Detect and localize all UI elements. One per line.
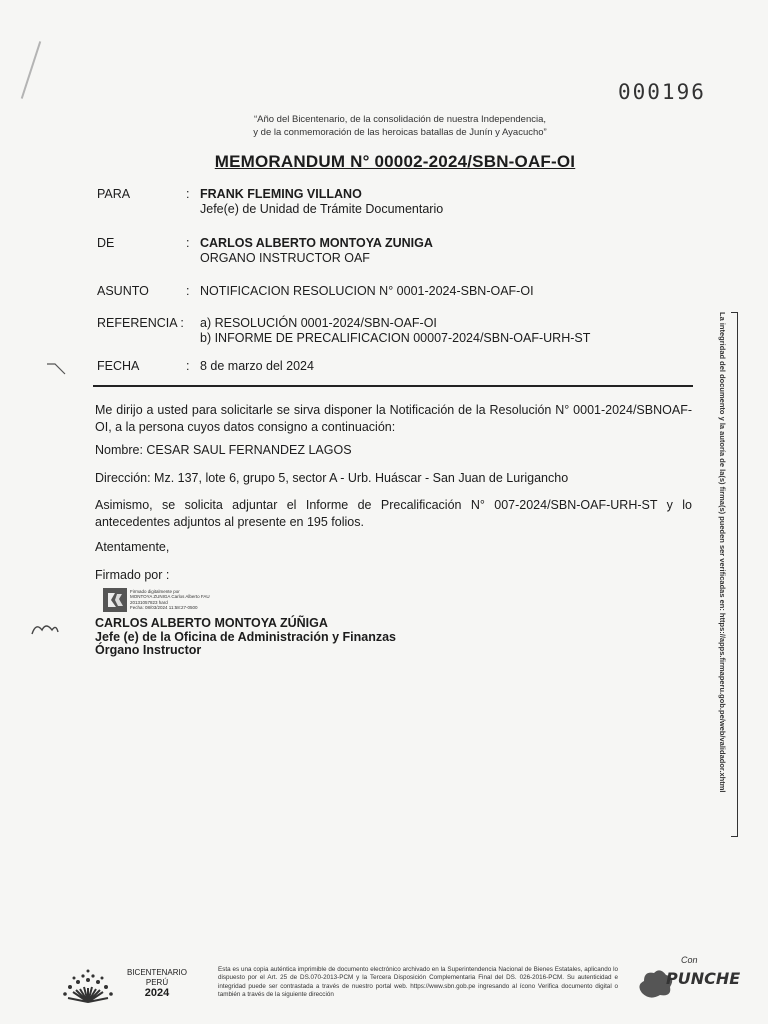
body-asimismo: Asimismo, se solicita adjuntar el Informe de Precalificación N° 007-2024/SBN-OAF-URH-ST y lo antecedentes adjuntos al presente en 195 folios. — [95, 498, 692, 529]
bicentenario-emblem-icon — [60, 958, 116, 1004]
bicentenario-year: 2024 — [144, 987, 170, 999]
side-note-text: La integridad del documento y la autoría de la(s) firma(s) pueden ser verificadas en: https://apps.firmaperu.gob.pe/web/validador.xhtml — [718, 312, 727, 793]
de-label: DE — [97, 236, 115, 250]
sig-line-2: MONTOYA ZUNIGA Carlos Alberto FAU — [130, 594, 210, 600]
signer-name: CARLOS ALBERTO MONTOYA ZÚÑIGA — [95, 616, 328, 630]
campaign-con: Con — [681, 955, 698, 965]
de-name: CARLOS ALBERTO MONTOYA ZUNIGA — [200, 236, 433, 250]
body-direccion: Dirección: Mz. 137, lote 6, grupo 5, sector A - Urb. Huáscar - San Juan de Lurigancho — [95, 471, 569, 485]
memo-title: MEMORANDUM N° 00002-2024/SBN-OAF-OI — [214, 152, 576, 171]
body-closing: Atentamente, — [95, 540, 170, 554]
year-motto — [200, 113, 600, 139]
margin-scribble-icon — [30, 620, 60, 638]
body-nombre: Nombre: CESAR SAUL FERNANDEZ LAGOS — [95, 443, 352, 457]
fecha-value: 8 de marzo del 2024 — [200, 359, 314, 373]
motto-line-1: “Año del Bicentenario, de la consolidación de nuestra Independencia, — [253, 114, 547, 125]
footer-legal-text: Esta es una copia auténtica imprimible de documento electrónico archivado en la Superintendencia Nacional de Bienes Estatales, aplicando lo dispuesto por el Art. 25 de DS.070-2013-PCM y la Tercera Disposición Complementaria Final del DS. 026-2016-PCM. Su autenticidad e integridad puede ser contrastada a través de nuestro portal web. https://www.sbn.gob.pe ingresando al ícono Verifica documento digital o también a través de la siguiente dirección — [218, 966, 618, 998]
signer-block — [95, 617, 396, 658]
folio-number: 000196 — [618, 80, 706, 104]
sig-line-1: Firmado digitalmente por — [130, 589, 180, 594]
asunto-label: ASUNTO — [97, 284, 149, 298]
bicentenario-wordmark — [126, 968, 188, 998]
asunto-colon: : — [186, 284, 190, 298]
para-colon: : — [186, 187, 190, 201]
para-label: PARA — [97, 187, 131, 201]
fecha-colon: : — [186, 359, 190, 373]
signer-role-2: Órgano Instructor — [95, 643, 202, 657]
verification-side-note — [713, 312, 735, 837]
header-divider — [93, 385, 693, 387]
de-role: ORGANO INSTRUCTOR OAF — [200, 251, 370, 265]
scan-pen-mark — [21, 41, 41, 99]
motto-line-2: y de la conmemoración de las heroicas batallas de Junín y Ayacucho” — [253, 127, 547, 138]
asunto-value: NOTIFICACION RESOLUCION N° 0001-2024-SBN-OAF-OI — [200, 284, 534, 298]
para-name: FRANK FLEMING VILLANO — [200, 187, 362, 201]
body-signed-by: Firmado por : — [95, 568, 170, 582]
para-role: Jefe(e) de Unidad de Trámite Documentario — [200, 202, 444, 216]
fecha-label: FECHA — [97, 359, 140, 373]
margin-tick-icon — [45, 356, 69, 378]
sig-line-3: 20131057823 hard — [130, 599, 168, 605]
referencia-item-b: b) INFORME DE PRECALIFICACION 00007-2024/SBN-OAF-URH-ST — [200, 331, 591, 345]
bicentenario-line-1: BICENTENARIO — [126, 968, 187, 977]
firma-peru-icon — [103, 588, 127, 612]
sig-line-4: Fecha: 08/03/2024 11:58:27-0500 — [130, 605, 198, 611]
campaign-punche: PUNCHE — [666, 969, 741, 988]
digital-signature-stamp — [103, 588, 227, 614]
body-intro: Me dirijo a usted para solicitarle se sirva disponer la Notificación de la Resolución N° 0001-2024/SBNOAF-OI, a la persona cuyos datos consigno a continuación: — [95, 403, 692, 434]
signer-role-1: Jefe (e) de la Oficina de Administración y Finanzas — [95, 629, 397, 644]
bicentenario-line-2: PERÚ — [145, 978, 169, 987]
referencia-item-a: a) RESOLUCIÓN 0001-2024/SBN-OAF-OI — [200, 316, 437, 330]
con-punche-logo — [636, 955, 746, 1005]
side-bracket — [731, 312, 738, 837]
referencia-label: REFERENCIA : — [97, 316, 184, 330]
de-colon: : — [186, 236, 190, 250]
